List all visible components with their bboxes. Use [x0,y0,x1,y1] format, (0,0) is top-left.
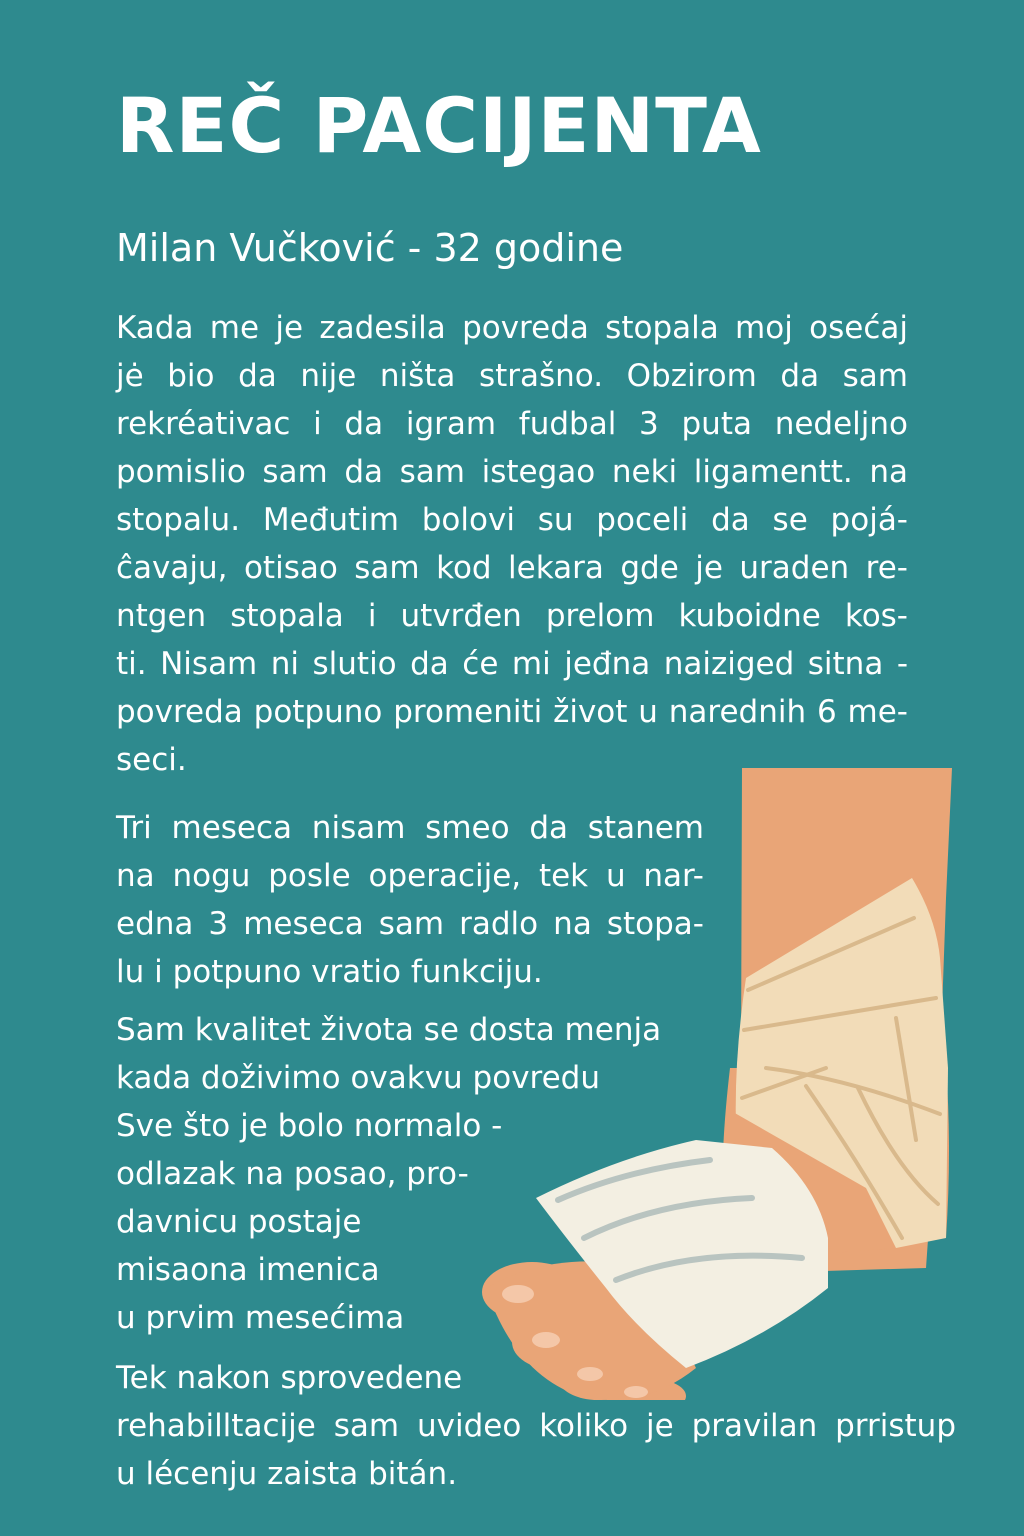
story-line: rekréativac i da igram fudbal 3 puta nedeljno [116,406,908,442]
story-paragraph-1 [116,304,908,784]
story-line: misaona imenica [116,1252,380,1288]
story-line: ntgen stopala i utvrđen prelom kuboidne kos- [116,598,908,634]
bandaged-foot-icon [466,768,956,1400]
story-line: Kada me je zadesila povreda stopala moj osećaj [116,310,908,346]
story-line: seci. [116,742,187,778]
story-line: ĉavaju, otisao sam kod lekara gde je uraden re- [116,550,908,586]
story-line: ti. Nisam ni slutio da će mi jeđna naiziged sitna - [116,646,908,682]
story-line: Tek nakon sprovedene [116,1360,463,1396]
story-line: u lécenju zaista bitán. [116,1456,458,1492]
page-title: REČ PACIJENTA [116,81,762,170]
story-line: stopalu. Međutim bolovi su poceli da se pojá- [116,502,908,538]
story-line: lu i potpuno vratio funkciju. [116,954,543,990]
patient-name-age: Milan Vučković - 32 godine [116,226,624,270]
story-line: kada doživimo ovakvu povredu [116,1060,600,1096]
story-line: pomislio sam da sam istegao neki ligamentt. na [116,454,908,490]
story-line: rehabilltacije sam uvideo koliko je pravilan prristup [116,1408,956,1444]
story-line: jė bio da nije ništa strašno. Obzirom da sam [116,358,908,394]
story-line: na nogu posle operacije, tek u nar- [116,858,704,894]
story-line: Tri meseca nisam smeo da stanem [116,810,704,846]
story-line: u prvim mesećima [116,1300,405,1336]
story-line: edna 3 meseca sam radlo na stopa- [116,906,704,942]
story-line: odlazak na posao, pro- [116,1156,469,1192]
story-line: povreda potpuno promeniti život u narednih 6 me- [116,694,908,730]
story-line: Sam kvalitet života se dosta menja [116,1012,662,1048]
story-line: Sve što je bolo normalo - [116,1108,503,1144]
story-line: davnicu postaje [116,1204,362,1240]
